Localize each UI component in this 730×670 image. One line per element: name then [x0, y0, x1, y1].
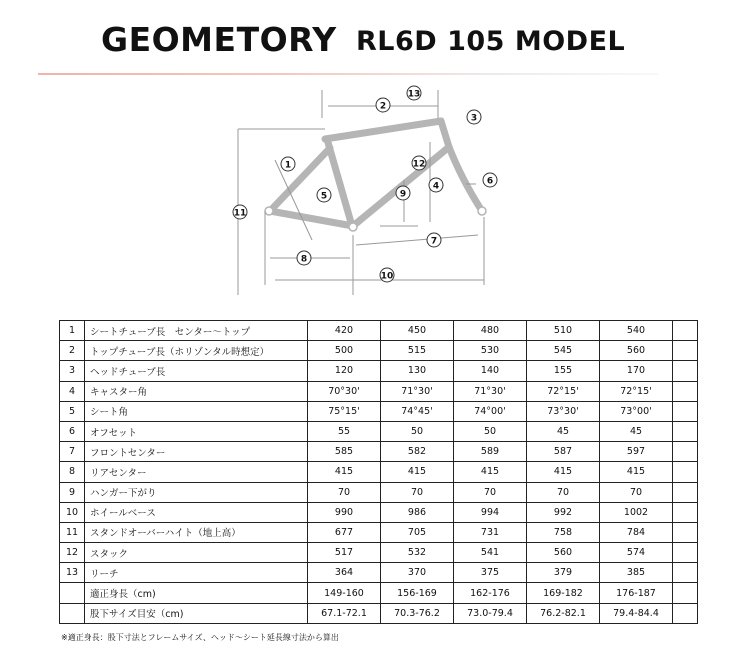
svg-text:5: 5 — [320, 191, 328, 202]
guide-lines — [238, 90, 484, 295]
size-value-5: 540 — [600, 321, 673, 341]
size-value-5: 415 — [600, 462, 673, 482]
row-spacer — [673, 543, 698, 563]
row-number: 3 — [60, 361, 85, 381]
row-number: 1 — [60, 321, 85, 341]
size-value-3: 50 — [454, 421, 527, 441]
size-value-2: 450 — [381, 321, 454, 341]
size-value-2: 50 — [381, 421, 454, 441]
head-tube — [441, 121, 449, 147]
size-value-4: 45 — [527, 421, 600, 441]
size-value-5: 72°15' — [600, 381, 673, 401]
row-spacer — [673, 583, 698, 603]
size-value-2: 986 — [381, 502, 454, 522]
row-spacer — [673, 563, 698, 583]
size-value-2: 582 — [381, 442, 454, 462]
size-value-1: 990 — [308, 502, 381, 522]
table-row — [60, 421, 698, 441]
size-value-4: 587 — [527, 442, 600, 462]
row-label: 適正身長（cm) — [85, 583, 308, 603]
size-value-2: 71°30' — [381, 381, 454, 401]
row-number: 13 — [60, 563, 85, 583]
size-value-5: 574 — [600, 543, 673, 563]
marker-2 — [376, 98, 390, 112]
size-value-4: 73°30' — [527, 401, 600, 421]
geometry-table — [59, 320, 698, 624]
svg-text:2: 2 — [379, 101, 387, 112]
table-row — [60, 462, 698, 482]
size-value-1: 70 — [308, 482, 381, 502]
row-spacer — [673, 321, 698, 341]
size-value-1: 120 — [308, 361, 381, 381]
row-number: 8 — [60, 462, 85, 482]
size-value-1: 585 — [308, 442, 381, 462]
row-spacer — [673, 603, 698, 623]
row-label: リーチ — [85, 563, 308, 583]
row-label: スタンドオーバーハイト（地上高） — [85, 522, 308, 542]
size-value-3: 530 — [454, 341, 527, 361]
table-row — [60, 482, 698, 502]
row-spacer — [673, 381, 698, 401]
size-value-3: 415 — [454, 462, 527, 482]
size-value-4: 169-182 — [527, 583, 600, 603]
marker-11 — [233, 205, 247, 219]
svg-text:7: 7 — [430, 236, 438, 247]
size-value-1: 420 — [308, 321, 381, 341]
table-row — [60, 442, 698, 462]
size-value-2: 130 — [381, 361, 454, 381]
size-value-5: 45 — [600, 421, 673, 441]
table-row — [60, 563, 698, 583]
size-value-4: 70 — [527, 482, 600, 502]
svg-text:6: 6 — [486, 176, 494, 187]
svg-text:3: 3 — [470, 113, 478, 124]
size-value-3: 162-176 — [454, 583, 527, 603]
row-spacer — [673, 522, 698, 542]
top-tube — [325, 121, 441, 139]
size-value-5: 1002 — [600, 502, 673, 522]
footnote: ※適正身長：股下寸法とフレームサイズ、ヘッド～シート延長線寸法から算出 — [61, 633, 339, 642]
size-value-4: 560 — [527, 543, 600, 563]
marker-12 — [412, 156, 426, 170]
marker-9 — [396, 186, 410, 200]
size-value-1: 364 — [308, 563, 381, 583]
size-value-5: 73°00' — [600, 401, 673, 421]
row-number: 10 — [60, 502, 85, 522]
row-spacer — [673, 421, 698, 441]
svg-text:9: 9 — [399, 189, 407, 200]
size-value-3: 589 — [454, 442, 527, 462]
table-row — [60, 543, 698, 563]
row-spacer — [673, 401, 698, 421]
rear-axle — [265, 207, 273, 215]
row-label: シート角 — [85, 401, 308, 421]
row-number — [60, 583, 85, 603]
row-label: ハンガー下がり — [85, 482, 308, 502]
row-spacer — [673, 341, 698, 361]
size-value-1: 517 — [308, 543, 381, 563]
size-value-4: 992 — [527, 502, 600, 522]
size-value-1: 70°30' — [308, 381, 381, 401]
row-label: キャスター角 — [85, 381, 308, 401]
table-row — [60, 361, 698, 381]
size-value-2: 370 — [381, 563, 454, 583]
size-value-2: 532 — [381, 543, 454, 563]
size-value-2: 70 — [381, 482, 454, 502]
row-label: トップチューブ長（ホリゾンタル時想定） — [85, 341, 308, 361]
marker-7 — [427, 233, 441, 247]
size-value-4: 72°15' — [527, 381, 600, 401]
svg-text:12: 12 — [412, 159, 426, 170]
table-row — [60, 583, 698, 603]
model-name: RL6D 105 MODEL — [356, 26, 626, 57]
size-value-2: 74°45' — [381, 401, 454, 421]
size-value-5: 560 — [600, 341, 673, 361]
size-value-3: 541 — [454, 543, 527, 563]
svg-text:11: 11 — [233, 208, 247, 219]
marker-3 — [467, 110, 481, 124]
row-label: ヘッドチューブ長 — [85, 361, 308, 381]
size-value-5: 784 — [600, 522, 673, 542]
svg-text:13: 13 — [407, 89, 421, 100]
table-row — [60, 381, 698, 401]
size-value-1: 415 — [308, 462, 381, 482]
size-value-4: 379 — [527, 563, 600, 583]
size-value-3: 73.0-79.4 — [454, 603, 527, 623]
size-value-4: 155 — [527, 361, 600, 381]
dimension-markers — [233, 86, 497, 282]
bottom-bracket — [349, 223, 357, 231]
marker-6 — [483, 173, 497, 187]
row-number — [60, 603, 85, 623]
size-value-4: 545 — [527, 341, 600, 361]
size-value-2: 705 — [381, 522, 454, 542]
fork — [449, 147, 482, 211]
size-value-5: 170 — [600, 361, 673, 381]
geometry-diagram — [0, 0, 730, 310]
row-spacer — [673, 442, 698, 462]
size-value-4: 510 — [527, 321, 600, 341]
size-value-1: 149-160 — [308, 583, 381, 603]
svg-text:10: 10 — [380, 271, 394, 282]
size-value-3: 140 — [454, 361, 527, 381]
size-value-1: 67.1-72.1 — [308, 603, 381, 623]
marker-5 — [317, 188, 331, 202]
table-row — [60, 321, 698, 341]
size-value-3: 70 — [454, 482, 527, 502]
row-spacer — [673, 462, 698, 482]
row-label: スタック — [85, 543, 308, 563]
svg-text:4: 4 — [432, 181, 440, 192]
marker-8 — [297, 251, 311, 265]
size-value-5: 597 — [600, 442, 673, 462]
row-number: 6 — [60, 421, 85, 441]
size-value-1: 677 — [308, 522, 381, 542]
size-value-2: 415 — [381, 462, 454, 482]
size-value-1: 500 — [308, 341, 381, 361]
size-value-2: 70.3-76.2 — [381, 603, 454, 623]
bicycle-frame — [270, 121, 482, 226]
table-row — [60, 341, 698, 361]
row-label: フロントセンター — [85, 442, 308, 462]
marker-13 — [407, 86, 421, 100]
row-number: 4 — [60, 381, 85, 401]
row-label: リアセンター — [85, 462, 308, 482]
size-value-2: 156-169 — [381, 583, 454, 603]
svg-text:8: 8 — [300, 254, 308, 265]
chain-stay — [270, 211, 353, 226]
row-number: 2 — [60, 341, 85, 361]
size-value-4: 758 — [527, 522, 600, 542]
size-value-3: 731 — [454, 522, 527, 542]
row-spacer — [673, 502, 698, 522]
size-value-1: 75°15' — [308, 401, 381, 421]
front-axle — [478, 207, 486, 215]
size-value-1: 55 — [308, 421, 381, 441]
row-spacer — [673, 361, 698, 381]
table-row — [60, 502, 698, 522]
row-label: シートチューブ長 センター～トップ — [85, 321, 308, 341]
row-number: 5 — [60, 401, 85, 421]
marker-10 — [380, 268, 394, 282]
table-row — [60, 401, 698, 421]
table-row — [60, 603, 698, 623]
svg-text:1: 1 — [284, 160, 292, 171]
size-value-5: 79.4-84.4 — [600, 603, 673, 623]
size-value-2: 515 — [381, 341, 454, 361]
row-label: ホイールベース — [85, 502, 308, 522]
row-number: 12 — [60, 543, 85, 563]
size-value-3: 994 — [454, 502, 527, 522]
size-value-3: 480 — [454, 321, 527, 341]
table-row — [60, 522, 698, 542]
row-spacer — [673, 482, 698, 502]
row-number: 9 — [60, 482, 85, 502]
size-value-4: 415 — [527, 462, 600, 482]
row-label: オフセット — [85, 421, 308, 441]
size-value-3: 74°00' — [454, 401, 527, 421]
marker-1 — [281, 157, 295, 171]
size-value-5: 176-187 — [600, 583, 673, 603]
size-value-3: 71°30' — [454, 381, 527, 401]
row-label: 股下サイズ目安（cm) — [85, 603, 308, 623]
row-number: 11 — [60, 522, 85, 542]
size-value-3: 375 — [454, 563, 527, 583]
marker-4 — [429, 178, 443, 192]
size-value-4: 76.2-82.1 — [527, 603, 600, 623]
size-value-5: 385 — [600, 563, 673, 583]
row-number: 7 — [60, 442, 85, 462]
page-title: GEOMETORY — [101, 20, 337, 59]
size-value-5: 70 — [600, 482, 673, 502]
